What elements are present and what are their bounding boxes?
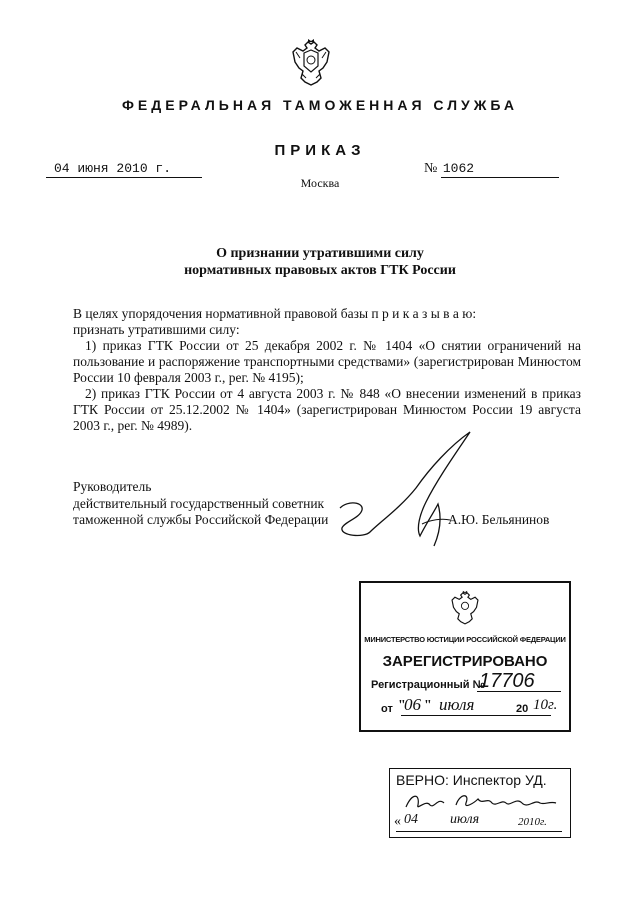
subject-line-2: нормативных правовых актов ГТК России: [184, 263, 456, 278]
registration-date-quote-close: ": [424, 698, 432, 713]
order-subject: [0, 245, 640, 279]
order-body: [73, 306, 581, 434]
signatory-title: [73, 479, 328, 529]
body-paragraph-declare: признать утратившими силу:: [73, 322, 240, 337]
registration-year-suffix: 10г.: [533, 697, 558, 713]
document-type: ПРИКАЗ: [274, 142, 366, 159]
order-date: 04 июня 2010 г.: [46, 161, 202, 178]
certified-day: 04: [404, 812, 418, 827]
russian-coat-of-arms-icon: [448, 590, 482, 626]
registration-number-value: 17706: [479, 670, 535, 692]
signatory-line-1: Руководитель: [73, 479, 152, 494]
registered-title: ЗАРЕГИСТРИРОВАНО: [382, 653, 548, 670]
certified-date-quote-open: «: [394, 814, 401, 829]
russian-coat-of-arms-icon: [290, 38, 332, 88]
body-item-1: 1) приказ ГТК России от 25 декабря 2002 г. № 1404 «О снятии ограничений на пользование и распоряжение транспортными средствами» (зарегистрирован Минюстом России 10 февраля 2003 г., рег. № 4195);: [73, 338, 581, 385]
number-mark: №: [424, 161, 438, 176]
certified-month: июля: [450, 812, 480, 827]
agency-title: ФЕДЕРАЛЬНАЯ ТАМОЖЕННАЯ СЛУЖБА: [121, 97, 519, 113]
city: Москва: [300, 176, 340, 190]
certified-date-underline: [396, 831, 562, 832]
order-number-value: 1062: [441, 161, 559, 178]
signatory-name: А.Ю. Бельянинов: [448, 512, 550, 527]
registration-date-underline: [401, 715, 551, 716]
certified-copy-title: ВЕРНО: Инспектор УД.: [396, 772, 547, 788]
certified-copy-stamp: [389, 768, 571, 838]
certified-year: 2010г.: [518, 816, 547, 828]
registration-date-quote-open: ": [398, 698, 406, 713]
registration-number-underline: [477, 691, 561, 692]
registration-number-label: Регистрационный №: [371, 679, 485, 691]
signatory-line-2: действительный государственный советник: [73, 495, 325, 511]
ministry-name: МИНИСТЕРСТВО ЮСТИЦИИ РОССИЙСКОЙ ФЕДЕРАЦИИ: [364, 635, 566, 644]
registration-year-prefix: 20: [516, 703, 529, 715]
inspector-signature: [404, 789, 564, 813]
registration-date-prefix: от: [381, 703, 393, 715]
body-paragraph-intro: В целях упорядочения нормативной правовой базы п р и к а з ы в а ю:: [73, 306, 477, 321]
signatory-line-3: таможенной службы Российской Федерации: [73, 512, 329, 527]
body-item-2: 2) приказ ГТК России от 4 августа 2003 г. № 848 «О внесении изменений в приказ ГТК России от 25.12.2002 № 1404» (зарегистрирован Минюстом России 19 августа 2003 г., рег. № 4989).: [73, 386, 581, 433]
registration-stamp: [359, 581, 571, 732]
registration-day: 06: [404, 695, 421, 714]
subject-line-1: О признании утратившими силу: [216, 246, 424, 261]
handwritten-signature: [330, 428, 490, 553]
registration-month: июля: [439, 695, 475, 714]
